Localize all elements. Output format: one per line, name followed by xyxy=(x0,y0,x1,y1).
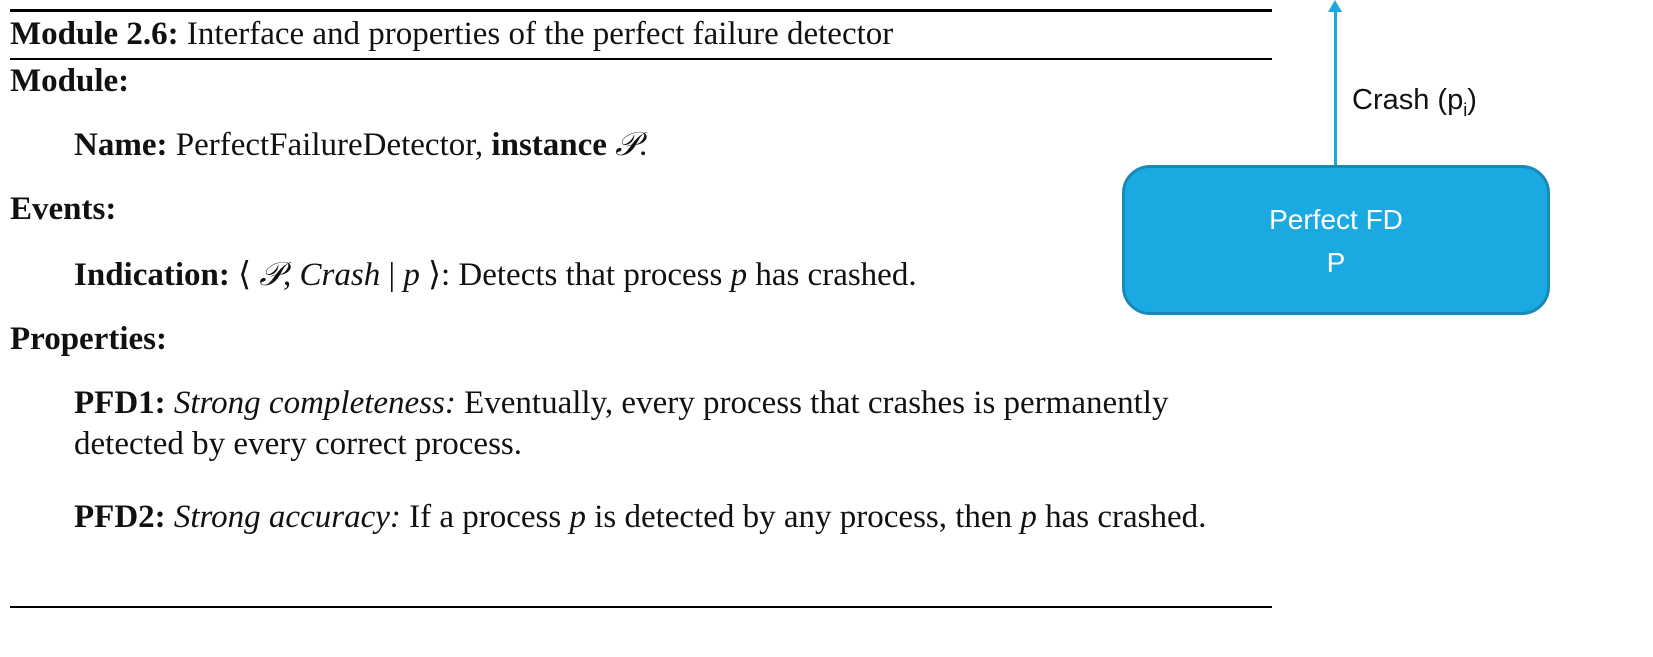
fd-box-title: Perfect FD xyxy=(1269,204,1403,235)
name-value: PerfectFailureDetector, xyxy=(175,127,484,163)
module-name-line: Name: PerfectFailureDetector, instance 𝒫. xyxy=(74,124,648,163)
indication-description: : Detects that process xyxy=(440,257,723,293)
event-name: Crash xyxy=(299,257,381,293)
property-pfd2: PFD2: Strong accuracy: If a process p is detected by any process, then p has crashed. xyxy=(74,499,1207,535)
caption-rule xyxy=(10,58,1272,60)
events-heading: Events: xyxy=(10,191,117,227)
instance-label: instance xyxy=(491,127,607,163)
property-pfd1 xyxy=(74,383,1208,465)
perfect-fd-box xyxy=(1122,165,1550,315)
module-caption xyxy=(10,14,893,54)
indication-symbol: 𝒫 xyxy=(259,254,284,293)
top-rule xyxy=(10,9,1272,12)
module-label: Module 2.6: xyxy=(10,16,179,52)
pfd2-label: PFD2: xyxy=(74,499,166,535)
crash-arrow-label: Crash $(p_i)$ xyxy=(1352,84,1477,120)
module-title: Interface and properties of the perfect failure detector xyxy=(186,16,894,52)
pfd2-name: Strong accuracy: xyxy=(173,499,401,535)
indication-line: Indication: ⟨ 𝒫, Crash | p ⟩: Detects that process p has crashed. xyxy=(74,254,917,293)
crash-arrow-line xyxy=(1334,8,1337,166)
bottom-rule xyxy=(10,606,1272,608)
indication-label: Indication: xyxy=(74,257,230,293)
pfd1-label: PFD1: xyxy=(74,385,166,421)
fd-box-instance: P xyxy=(1326,247,1346,278)
instance-symbol: 𝒫 xyxy=(615,124,639,163)
name-label: Name: xyxy=(74,127,168,163)
pfd1-text: Eventually, every process that crashes is permanently detected by every correct process. xyxy=(74,385,1169,462)
module-heading: Module: xyxy=(10,63,130,99)
properties-heading: Properties: xyxy=(10,321,167,357)
pfd1-name: Strong completeness: xyxy=(173,385,456,421)
